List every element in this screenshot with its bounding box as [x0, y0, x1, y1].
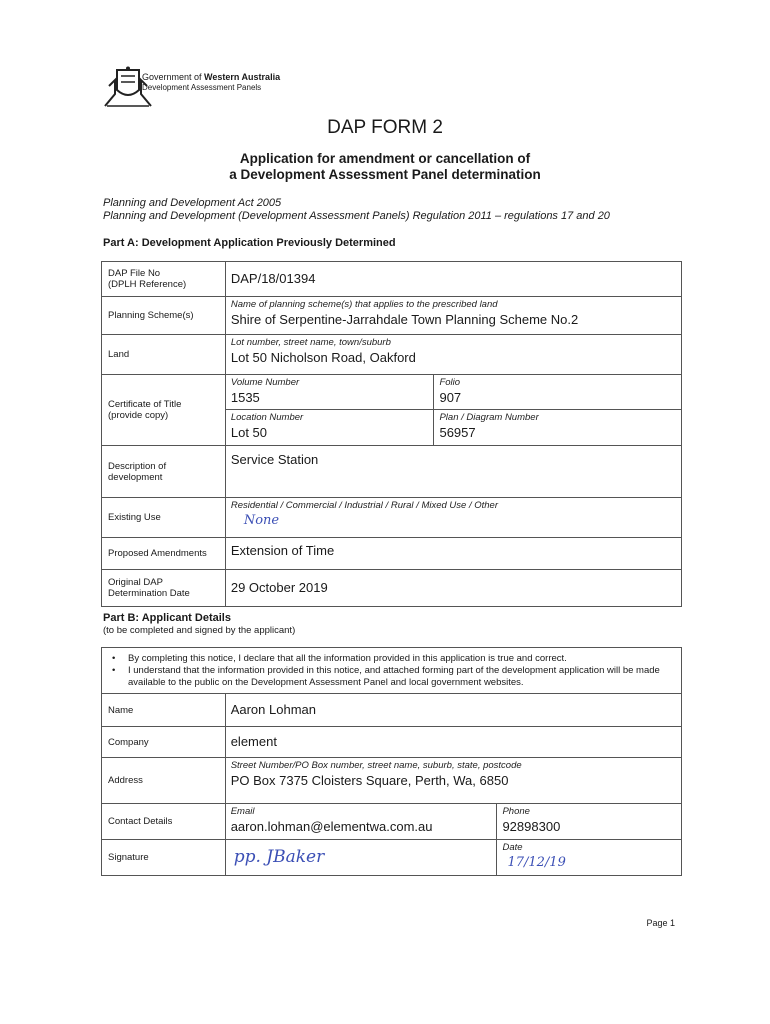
declaration-bullet-2: • I understand that the information provided in this notice, and attached forming part of the development application will be made available to the public on the Development Assessment Panel and local government websites.	[112, 665, 660, 688]
description-label: Description of development	[102, 446, 226, 498]
folio-cell	[434, 375, 682, 410]
declaration-bullet-1: • By completing this notice, I declare that all the information provided in this application is true and correct.	[112, 653, 567, 664]
file-no-row	[102, 262, 682, 297]
land-value: Lot 50 Nicholson Road, Oakford	[230, 350, 416, 365]
location-value: Lot 50	[230, 425, 268, 440]
form-subtitle-line2: a Development Assessment Panel determination	[229, 167, 541, 182]
regulation-reference: Planning and Development (Development Assessment Panels) Regulation 2011 – regulations 17 and 20	[103, 210, 610, 222]
declaration-row	[102, 648, 682, 694]
determination-date-value: 29 October 2019	[225, 570, 681, 607]
address-cell	[225, 758, 681, 804]
form-subtitle-line1: Application for amendment or cancellation of	[239, 151, 531, 166]
name-row	[102, 694, 682, 727]
planning-scheme-value: Shire of Serpentine-Jarrahdale Town Planning Scheme No.2	[230, 312, 579, 327]
part-a-table	[101, 261, 682, 607]
company-value: element	[225, 727, 681, 758]
file-no-label: DAP File No (DPLH Reference)	[102, 262, 226, 297]
date-cell	[497, 840, 682, 876]
email-hint: Email	[230, 806, 255, 817]
file-no-value: DAP/18/01394	[225, 262, 681, 297]
part-b-heading: Part B: Applicant Details	[103, 612, 231, 624]
part-b-note: (to be completed and signed by the applicant)	[103, 625, 296, 636]
existing-use-value: None	[243, 513, 280, 528]
existing-use-label: Existing Use	[102, 498, 226, 538]
address-value: PO Box 7375 Cloisters Square, Perth, Wa, 6850	[230, 773, 509, 788]
signature-row	[102, 840, 682, 876]
contact-details-label: Contact Details	[102, 804, 226, 840]
address-label: Address	[102, 758, 226, 804]
act-reference: Planning and Development Act 2005	[103, 197, 282, 209]
phone-hint: Phone	[502, 806, 530, 817]
amendments-label: Proposed Amendments	[102, 538, 226, 570]
description-value: Service Station	[225, 446, 681, 498]
volume-hint: Volume Number	[230, 377, 300, 388]
page-number: Page 1	[646, 918, 675, 928]
date-value: 17/12/19	[507, 855, 566, 870]
part-a-heading: Part A: Development Application Previously Determined	[103, 237, 396, 249]
description-row	[102, 446, 682, 498]
location-hint: Location Number	[230, 412, 304, 423]
panels-name: Development Assessment Panels	[142, 83, 262, 92]
determination-date-label: Original DAP Determination Date	[102, 570, 226, 607]
company-row	[102, 727, 682, 758]
address-row	[102, 758, 682, 804]
date-hint: Date	[502, 842, 523, 853]
existing-use-hint: Residential / Commercial / Industrial / Rural / Mixed Use / Other	[230, 500, 499, 511]
contact-row	[102, 804, 682, 840]
plan-value: 56957	[439, 425, 476, 440]
government-name: Government of Western Australia	[142, 72, 281, 82]
land-label: Land	[102, 335, 226, 375]
signature-value: pp. JBaker	[225, 840, 497, 876]
planning-scheme-row	[102, 297, 682, 335]
volume-cell	[225, 375, 434, 410]
phone-cell	[497, 804, 682, 840]
email-value: aaron.lohman@elementwa.com.au	[230, 819, 433, 834]
name-label: Name	[102, 694, 226, 727]
plan-hint: Plan / Diagram Number	[439, 412, 539, 423]
land-cell	[225, 335, 681, 375]
existing-use-row	[102, 498, 682, 538]
plan-cell	[434, 410, 682, 446]
title-row-1	[102, 375, 682, 410]
existing-use-cell	[225, 498, 681, 538]
amendments-value: Extension of Time	[225, 538, 681, 570]
address-hint: Street Number/PO Box number, street name, suburb, state, postcode	[230, 760, 522, 771]
location-cell	[225, 410, 434, 446]
land-hint: Lot number, street name, town/suburb	[230, 337, 391, 348]
planning-scheme-cell	[225, 297, 681, 335]
folio-value: 907	[439, 390, 462, 405]
signature-label: Signature	[102, 840, 226, 876]
email-cell	[225, 804, 497, 840]
volume-value: 1535	[230, 390, 260, 405]
phone-value: 92898300	[502, 819, 561, 834]
folio-hint: Folio	[439, 377, 461, 388]
amendments-row	[102, 538, 682, 570]
form-title: DAP FORM 2	[327, 117, 443, 138]
planning-scheme-label: Planning Scheme(s)	[102, 297, 226, 335]
certificate-of-title-label: Certificate of Title (provide copy)	[102, 375, 226, 446]
declaration-cell	[102, 648, 682, 694]
name-value: Aaron Lohman	[225, 694, 681, 727]
land-row	[102, 335, 682, 375]
company-label: Company	[102, 727, 226, 758]
planning-scheme-hint: Name of planning scheme(s) that applies to the prescribed land	[230, 299, 498, 310]
determination-date-row	[102, 570, 682, 607]
part-b-table	[101, 647, 682, 876]
